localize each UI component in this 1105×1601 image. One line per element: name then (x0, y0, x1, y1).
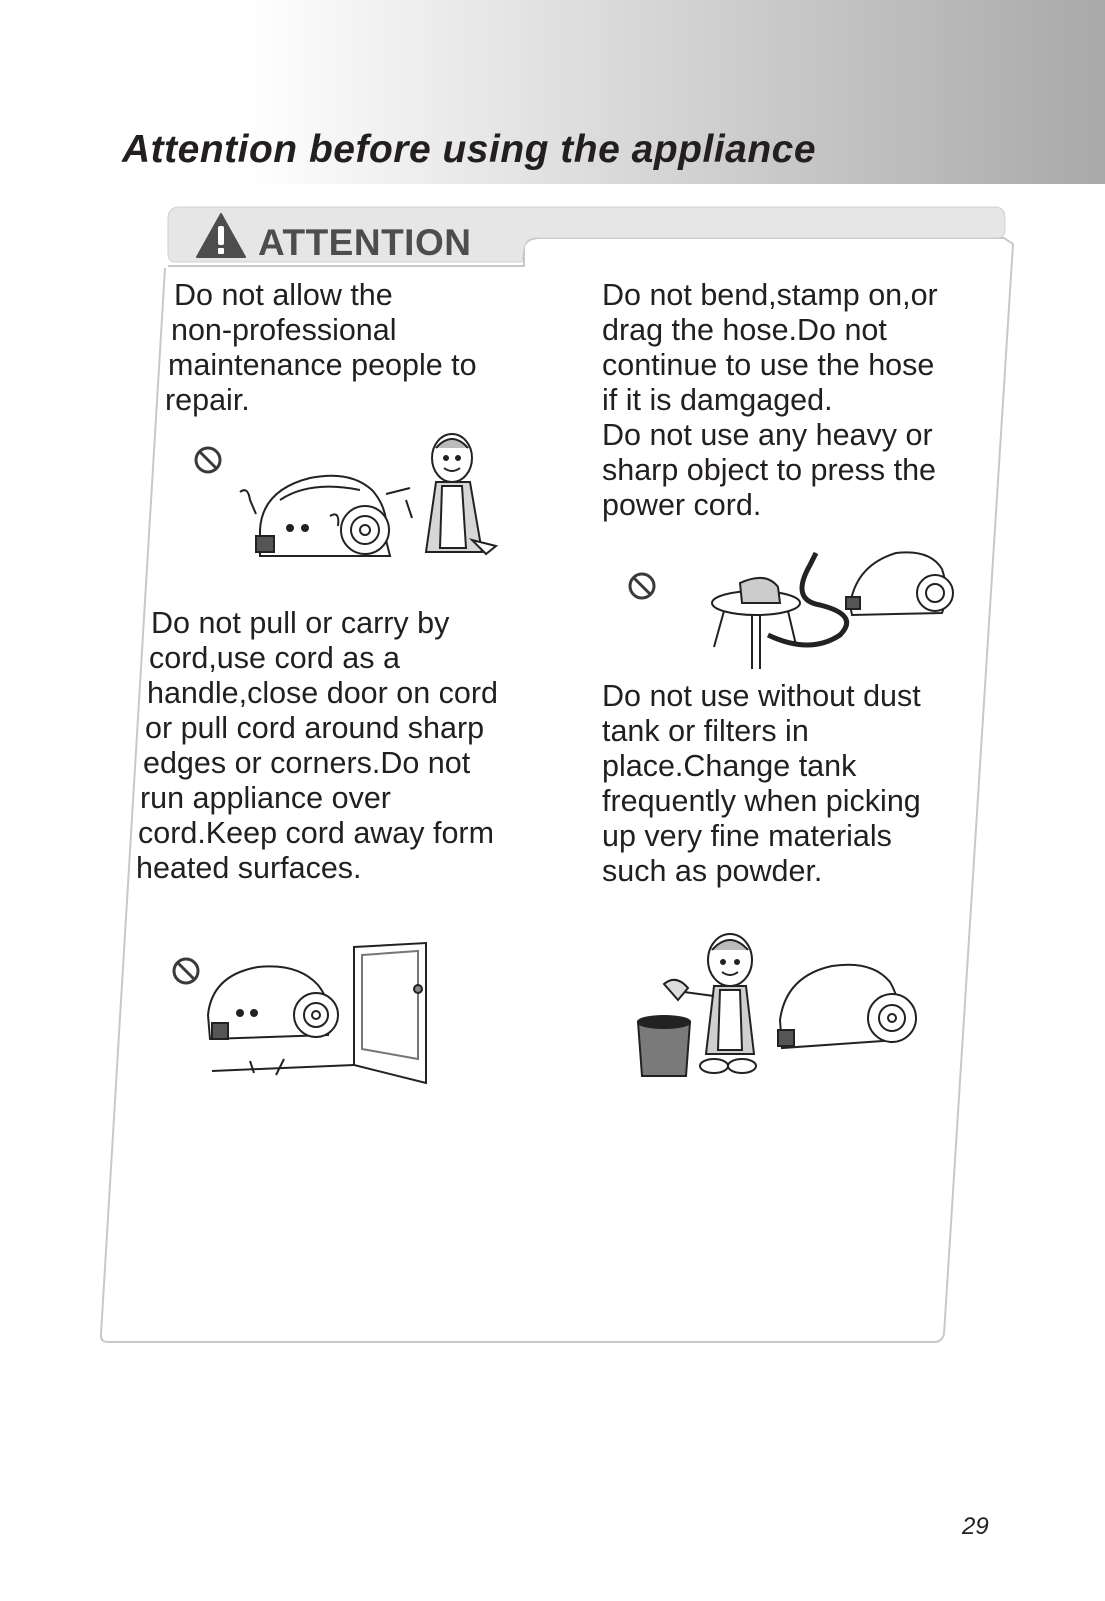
warning-triangle-icon (195, 212, 247, 260)
text-line: edges or corners.Do not (143, 746, 471, 780)
text-line: place.Change tank (602, 749, 857, 783)
attention-label: ATTENTION (258, 222, 472, 263)
text-line: maintenance people to (168, 348, 477, 382)
page-title: Attention before using the appliance (122, 128, 817, 171)
warning-hose-text (602, 278, 938, 523)
illustration-door (168, 935, 438, 1095)
dustbin-icon (638, 1016, 690, 1076)
vacuum-cleaner-icon (778, 965, 916, 1048)
vacuum-cleaner-icon (240, 476, 390, 556)
text-line: cord.Keep cord away form (138, 816, 494, 850)
illustration-hose (620, 545, 960, 675)
girl-figure-icon (426, 434, 496, 554)
text-line: repair. (165, 383, 250, 417)
warning-dust-tank-text (602, 679, 921, 889)
text-line: frequently when picking (602, 784, 921, 818)
cord-icon (212, 1059, 354, 1075)
text-line: Do not use without dust (602, 679, 921, 713)
text-line: cord,use cord as a (149, 641, 400, 675)
text-line: heated surfaces. (136, 851, 362, 885)
illustration-repair (190, 430, 510, 570)
warning-repair-text (165, 278, 477, 418)
text-line: or pull cord around sharp (145, 711, 485, 745)
prohibited-icon (196, 448, 220, 472)
text-line: Do not allow the (174, 278, 393, 312)
text-line: handle,close door on cord (147, 676, 498, 710)
prohibited-icon (630, 574, 654, 598)
text-line: power cord. (602, 488, 762, 522)
text-line: drag the hose.Do not (602, 313, 887, 347)
text-line: such as powder. (602, 854, 823, 888)
text-line: Do not pull or carry by (151, 606, 450, 640)
vacuum-cleaner-icon (846, 552, 953, 615)
door-icon (354, 943, 426, 1083)
text-line: tank or filters in (602, 714, 809, 748)
text-line: Do not use any heavy or (602, 418, 933, 452)
text-line: run appliance over (140, 781, 391, 815)
page-number: 29 (962, 1513, 989, 1540)
text-line: sharp object to press the (602, 453, 936, 487)
warning-cord-text (136, 606, 498, 886)
illustration-dust-tank (628, 930, 928, 1085)
vacuum-cleaner-icon (208, 966, 338, 1039)
text-line: up very fine materials (602, 819, 892, 853)
text-line: non-professional (171, 313, 397, 347)
text-line: Do not bend,stamp on,or (602, 278, 938, 312)
stool-icon (712, 578, 800, 669)
text-line: if it is damgaged. (602, 383, 833, 417)
prohibited-icon (174, 959, 198, 983)
text-line: continue to use the hose (602, 348, 935, 382)
wrench-icon (386, 488, 412, 518)
